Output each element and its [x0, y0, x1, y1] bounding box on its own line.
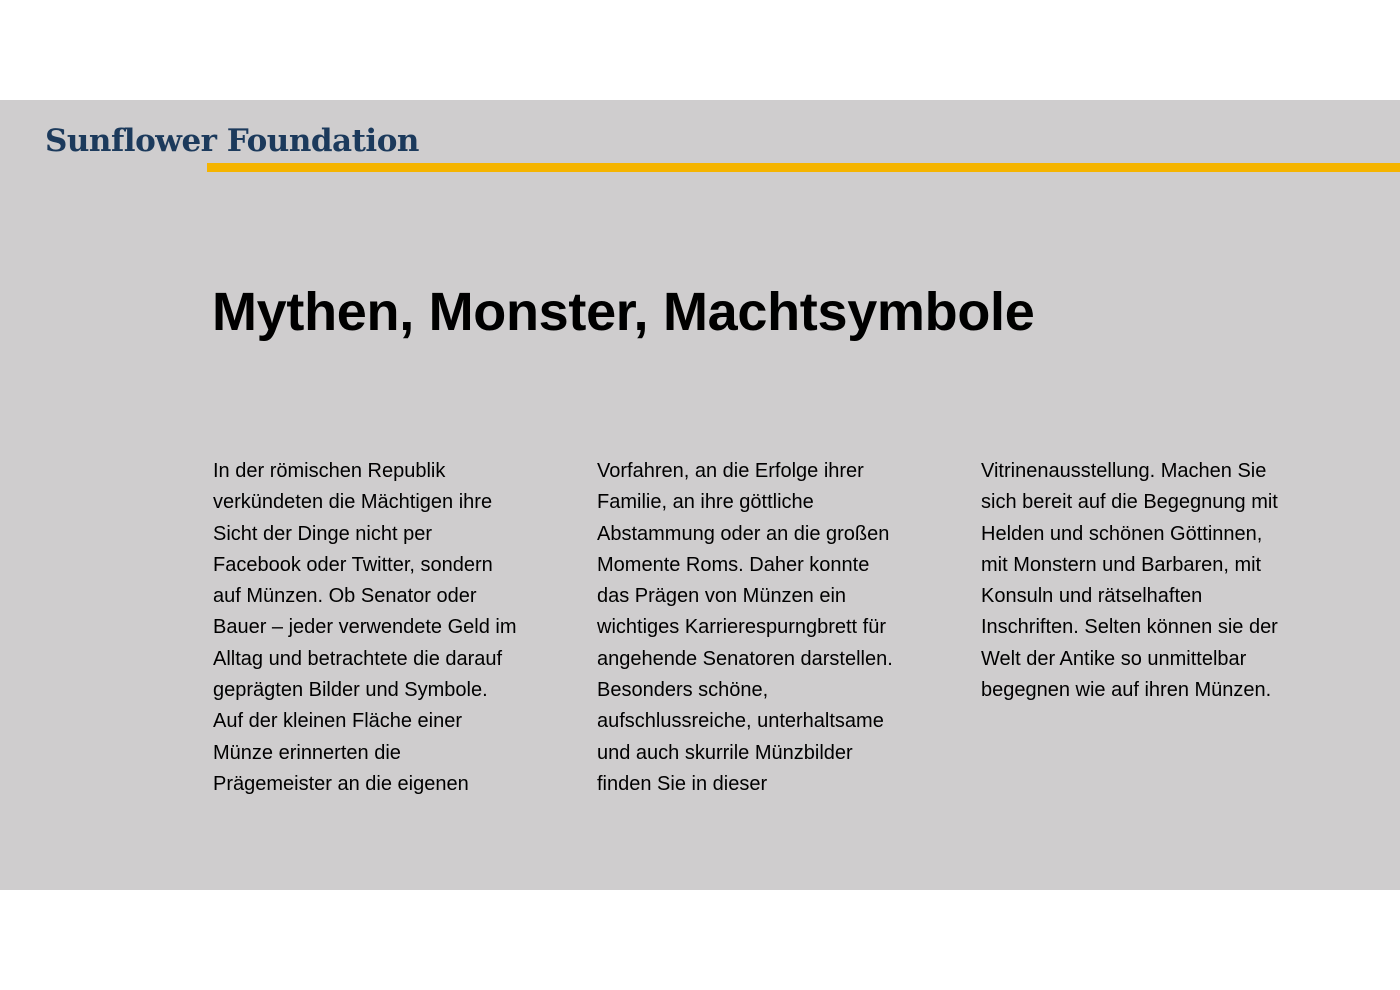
body-line: Auf der kleinen Fläche einer	[213, 710, 463, 733]
body-line: Momente Roms. Daher konnte	[597, 553, 870, 576]
body-line: angehende Senatoren darstellen.	[597, 647, 893, 670]
body-line: Welt der Antike so unmittelbar	[981, 647, 1247, 670]
body-line: aufschlussreiche, unterhaltsame	[597, 710, 884, 733]
body-line: Bauer – jeder verwendete Geld im	[213, 616, 517, 639]
body-line: mit Monstern und Barbaren, mit	[981, 553, 1262, 576]
slide	[0, 100, 1400, 890]
body-line: Facebook oder Twitter, sondern	[213, 553, 493, 576]
body-line: Familie, an ihre göttliche	[597, 491, 814, 514]
body-line: Abstammung oder an die großen	[597, 522, 890, 545]
body-line: Sicht der Dinge nicht per	[213, 522, 433, 545]
body-line: Konsuln und rätselhaften	[981, 585, 1203, 608]
body-line: Vitrinenausstellung. Machen Sie	[981, 460, 1267, 482]
body-line: finden Sie in dieser	[597, 772, 768, 795]
body-column-2	[597, 456, 927, 800]
page-title: Mythen, Monster, Machtsymbole	[212, 282, 1035, 342]
body-line: und auch skurrile Münzbilder	[597, 741, 853, 764]
body-line: sich bereit auf die Begegnung mit	[981, 491, 1278, 514]
body-line: Inschriften. Selten können sie der	[981, 616, 1278, 639]
body-column-3	[981, 456, 1311, 706]
logo: Sunflower Foundation	[45, 123, 419, 159]
body-line: Münze erinnerten die	[213, 741, 401, 764]
body-line: Helden und schönen Göttinnen,	[981, 522, 1263, 545]
body-column-1	[213, 456, 543, 800]
body-line: begegnen wie auf ihren Münzen.	[981, 679, 1272, 702]
body-line: das Prägen von Münzen ein	[597, 585, 847, 608]
body-line: Besonders schöne,	[597, 679, 769, 702]
body-line: In der römischen Republik	[213, 460, 446, 482]
body-line: verkündeten die Mächtigen ihre	[213, 491, 493, 514]
body-line: Alltag und betrachtete die darauf	[213, 647, 503, 670]
accent-bar	[207, 163, 1400, 172]
body-line: Prägemeister an die eigenen	[213, 772, 469, 795]
body-line: Vorfahren, an die Erfolge ihrer	[597, 460, 864, 482]
body-line: auf Münzen. Ob Senator oder	[213, 585, 477, 608]
body-line: wichtiges Karrierespurngbrett für	[597, 616, 887, 639]
body-line: geprägten Bilder und Symbole.	[213, 679, 488, 702]
